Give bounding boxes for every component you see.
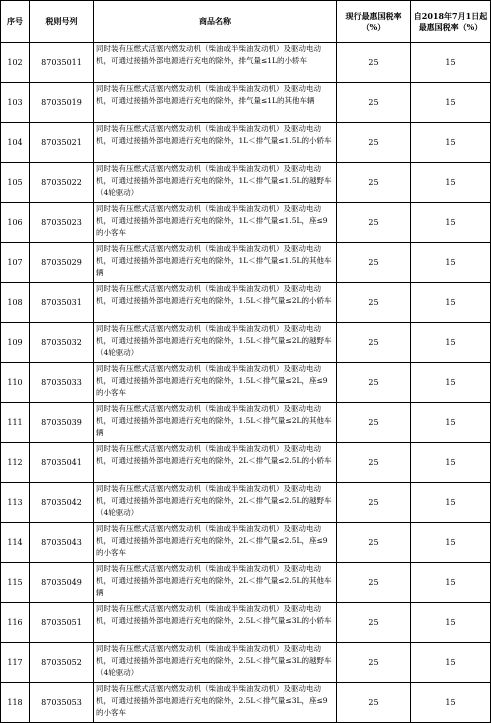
cell-product-name: 同时装有压燃式活塞内燃发动机（柴油或半柴油发动机）及驱动电动机，可通过接插外部电源进行充电的除外，2.5L＜排气量≤3L的小轿车 [94,603,337,643]
cell-current-rate: 25 [337,403,411,443]
table-row [1,203,491,243]
cell-product-name: 同时装有压燃式活塞内燃发动机（柴油或半柴油发动机）及驱动电动机，可通过接插外部电源进行充电的除外，1.5L＜排气量≤2L的小轿车 [94,283,337,323]
cell-seq: 115 [1,563,30,603]
cell-tariff-code: 87035011 [30,43,94,83]
cell-new-rate: 15 [411,603,491,643]
cell-product-name: 同时装有压燃式活塞内燃发动机（柴油或半柴油发动机）及驱动电动机，可通过接插外部电源进行充电的除外，1L＜排气量≤1.5L的小轿车 [94,123,337,163]
cell-current-rate: 25 [337,523,411,563]
cell-seq: 110 [1,363,30,403]
cell-new-rate: 15 [411,243,491,283]
table-header-row [1,1,491,43]
cell-tariff-code: 87035023 [30,203,94,243]
cell-seq: 109 [1,323,30,363]
cell-seq: 103 [1,83,30,123]
table-row [1,483,491,523]
cell-new-rate: 15 [411,403,491,443]
cell-tariff-code: 87035049 [30,563,94,603]
cell-seq: 113 [1,483,30,523]
cell-current-rate: 25 [337,323,411,363]
cell-product-name: 同时装有压燃式活塞内燃发动机（柴油或半柴油发动机）及驱动电动机，可通过接插外部电源进行充电的除外，排气量≤1L的其他车辆 [94,83,337,123]
cell-product-name: 同时装有压燃式活塞内燃发动机（柴油或半柴油发动机）及驱动电动机，可通过接插外部电源进行充电的除外，1.5L＜排气量≤2L的其他车辆 [94,403,337,443]
cell-tariff-code: 87035043 [30,523,94,563]
cell-current-rate: 25 [337,683,411,723]
cell-tariff-code: 87035042 [30,483,94,523]
cell-product-name: 同时装有压燃式活塞内燃发动机（柴油或半柴油发动机）及驱动电动机，可通过接插外部电源进行充电的除外，2L＜排气量≤2.5L的越野车（4轮驱动） [94,483,337,523]
table-row [1,403,491,443]
table-row [1,243,491,283]
cell-current-rate: 25 [337,363,411,403]
cell-tariff-code: 87035051 [30,603,94,643]
cell-product-name: 同时装有压燃式活塞内燃发动机（柴油或半柴油发动机）及驱动电动机，可通过接插外部电源进行充电的除外，1.5L＜排气量≤2L的越野车（4轮驱动） [94,323,337,363]
cell-new-rate: 15 [411,83,491,123]
table-row [1,323,491,363]
cell-new-rate: 15 [411,643,491,683]
table-row [1,123,491,163]
cell-current-rate: 25 [337,43,411,83]
cell-new-rate: 15 [411,163,491,203]
header-current-rate: 现行最惠国税率（%） [337,1,411,43]
cell-new-rate: 15 [411,203,491,243]
cell-new-rate: 15 [411,283,491,323]
cell-seq: 116 [1,603,30,643]
cell-new-rate: 15 [411,483,491,523]
cell-new-rate: 15 [411,43,491,83]
cell-current-rate: 25 [337,243,411,283]
cell-new-rate: 15 [411,443,491,483]
cell-product-name: 同时装有压燃式活塞内燃发动机（柴油或半柴油发动机）及驱动电动机，可通过接插外部电源进行充电的除外，1L＜排气量≤1.5L的其他车辆 [94,243,337,283]
cell-tariff-code: 87035032 [30,323,94,363]
cell-product-name: 同时装有压燃式活塞内燃发动机（柴油或半柴油发动机）及驱动电动机，可通过接插外部电源进行充电的除外，2L＜排气量≤2.5L的小轿车 [94,443,337,483]
header-seq: 序号 [1,1,30,43]
cell-product-name: 同时装有压燃式活塞内燃发动机（柴油或半柴油发动机）及驱动电动机，可通过接插外部电源进行充电的除外，1L＜排气量≤1.5L的越野车（4轮驱动） [94,163,337,203]
cell-seq: 106 [1,203,30,243]
table-row [1,683,491,723]
cell-product-name: 同时装有压燃式活塞内燃发动机（柴油或半柴油发动机）及驱动电动机，可通过接插外部电源进行充电的除外，2L＜排气量≤2.5L，座≤9的小客车 [94,523,337,563]
cell-current-rate: 25 [337,563,411,603]
cell-new-rate: 15 [411,323,491,363]
cell-seq: 105 [1,163,30,203]
cell-seq: 104 [1,123,30,163]
cell-current-rate: 25 [337,163,411,203]
cell-current-rate: 25 [337,643,411,683]
cell-new-rate: 15 [411,683,491,723]
cell-seq: 114 [1,523,30,563]
cell-seq: 102 [1,43,30,83]
cell-seq: 108 [1,283,30,323]
table-row [1,443,491,483]
header-name: 商品名称 [94,1,337,43]
header-new-rate: 自2018年7月1日起最惠国税率（%） [411,1,491,43]
cell-tariff-code: 87035039 [30,403,94,443]
table-row [1,523,491,563]
cell-tariff-code: 87035021 [30,123,94,163]
table-row [1,363,491,403]
table-row [1,283,491,323]
cell-current-rate: 25 [337,483,411,523]
cell-tariff-code: 87035033 [30,363,94,403]
table-row [1,83,491,123]
cell-current-rate: 25 [337,443,411,483]
cell-current-rate: 25 [337,123,411,163]
cell-tariff-code: 87035031 [30,283,94,323]
table-row [1,563,491,603]
cell-tariff-code: 87035053 [30,683,94,723]
cell-seq: 117 [1,643,30,683]
cell-product-name: 同时装有压燃式活塞内燃发动机（柴油或半柴油发动机）及驱动电动机，可通过接插外部电源进行充电的除外，2.5L＜排气量≤3L，座≤9的小客车 [94,683,337,723]
cell-new-rate: 15 [411,563,491,603]
table-row [1,163,491,203]
cell-product-name: 同时装有压燃式活塞内燃发动机（柴油或半柴油发动机）及驱动电动机，可通过接插外部电源进行充电的除外，排气量≤1L的小轿车 [94,43,337,83]
cell-new-rate: 15 [411,123,491,163]
cell-product-name: 同时装有压燃式活塞内燃发动机（柴油或半柴油发动机）及驱动电动机，可通过接插外部电源进行充电的除外，2L＜排气量≤2.5L的其他车辆 [94,563,337,603]
table-row [1,643,491,683]
cell-current-rate: 25 [337,283,411,323]
cell-new-rate: 15 [411,523,491,563]
cell-tariff-code: 87035019 [30,83,94,123]
cell-seq: 111 [1,403,30,443]
cell-seq: 118 [1,683,30,723]
table-row [1,603,491,643]
cell-current-rate: 25 [337,203,411,243]
cell-tariff-code: 87035041 [30,443,94,483]
cell-current-rate: 25 [337,603,411,643]
cell-tariff-code: 87035029 [30,243,94,283]
cell-product-name: 同时装有压燃式活塞内燃发动机（柴油或半柴油发动机）及驱动电动机，可通过接插外部电源进行充电的除外，1.5L＜排气量≤2L，座≤9的小客车 [94,363,337,403]
cell-seq: 112 [1,443,30,483]
cell-product-name: 同时装有压燃式活塞内燃发动机（柴油或半柴油发动机）及驱动电动机，可通过接插外部电源进行充电的除外，2.5L＜排气量≤3L的越野车（4轮驱动） [94,643,337,683]
cell-tariff-code: 87035052 [30,643,94,683]
header-code: 税则号列 [30,1,94,43]
cell-new-rate: 15 [411,363,491,403]
cell-seq: 107 [1,243,30,283]
cell-current-rate: 25 [337,83,411,123]
cell-product-name: 同时装有压燃式活塞内燃发动机（柴油或半柴油发动机）及驱动电动机，可通过接插外部电源进行充电的除外，1L＜排气量≤1.5L，座≤9的小客车 [94,203,337,243]
table-row [1,43,491,83]
cell-tariff-code: 87035022 [30,163,94,203]
